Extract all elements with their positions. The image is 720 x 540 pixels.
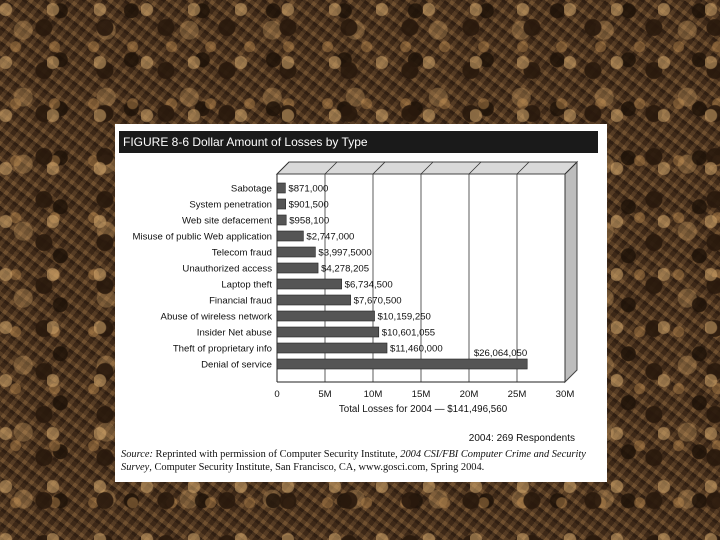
category-label: Sabotage — [230, 183, 272, 195]
bar — [277, 231, 303, 241]
bar — [277, 343, 387, 353]
data-label: $3,997,5000 — [318, 247, 372, 259]
source-text-1: Reprinted with permission of Computer Security Institute, — [152, 449, 401, 460]
figure-panel — [115, 124, 607, 482]
data-label: $11,460,000 — [390, 343, 443, 355]
x-tick-label: 25M — [507, 389, 527, 400]
category-label: Denial of service — [201, 359, 272, 371]
data-label: $26,064,050 — [473, 348, 528, 359]
category-label: Insider Net abuse — [196, 327, 272, 339]
data-label: $901,500 — [288, 199, 329, 211]
category-label: Web site defacement — [182, 215, 272, 227]
category-label: Laptop theft — [221, 279, 272, 291]
x-tick-label: 15M — [411, 389, 431, 400]
bar — [277, 295, 351, 305]
category-label: System penetration — [189, 199, 272, 211]
respondents-note: 2004: 269 Respondents — [468, 433, 575, 444]
x-tick-label: 30M — [555, 389, 575, 400]
category-label: Theft of proprietary info — [172, 343, 272, 355]
data-label: $7,670,500 — [353, 295, 402, 307]
x-tick-label: 0 — [274, 389, 280, 400]
x-tick-label: 10M — [363, 389, 383, 400]
category-label: Unauthorized access — [182, 263, 272, 275]
source-citation — [121, 448, 591, 474]
bar-chart — [115, 124, 607, 424]
data-label: $10,601,055 — [381, 327, 436, 339]
x-tick-label: 5M — [318, 389, 332, 400]
bar — [277, 327, 379, 337]
category-label: Financial fraud — [209, 295, 272, 307]
plot-side-wall — [565, 162, 577, 382]
bar — [277, 183, 285, 193]
data-label: $4,278,205 — [321, 263, 370, 275]
bar — [277, 359, 527, 369]
bar — [277, 263, 318, 273]
category-label: Abuse of wireless network — [160, 311, 272, 323]
source-text-2: , Computer Security Institute, San Francisco, CA, www.gosci.com, Spring 2004. — [149, 462, 485, 473]
category-label: Telecom fraud — [211, 247, 272, 259]
data-label: $2,747,000 — [306, 231, 355, 243]
source-label: Source: — [121, 449, 153, 460]
data-label: $871,000 — [288, 183, 329, 195]
figure-title: FIGURE 8-6 Dollar Amount of Losses by Type — [119, 131, 598, 153]
x-axis-label: Total Losses for 2004 — $141,496,560 — [338, 404, 508, 415]
category-label: Misuse of public Web application — [132, 231, 272, 243]
data-label: $6,734,500 — [344, 279, 393, 291]
bar — [277, 215, 286, 225]
bar — [277, 279, 342, 289]
data-label: $10,159,250 — [377, 311, 431, 323]
bar — [277, 311, 375, 321]
data-label: $958,100 — [289, 215, 330, 227]
bar — [277, 247, 315, 257]
bar — [277, 199, 286, 209]
source-survey-title: 2004 CSI/FBI Computer Crime and Security Survey — [121, 449, 586, 473]
x-tick-label: 20M — [459, 389, 479, 400]
